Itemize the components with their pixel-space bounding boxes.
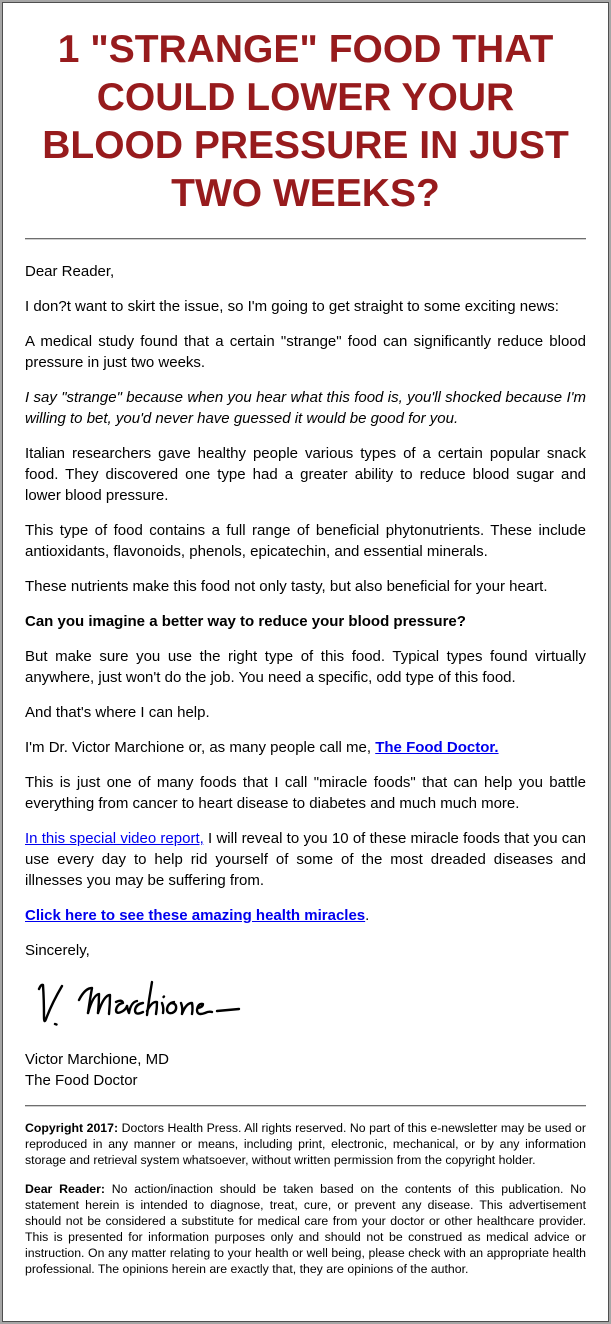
study-paragraph: A medical study found that a certain "strange" food can significantly reduce blood pressure in just two weeks. <box>25 333 586 371</box>
headline <box>33 26 578 218</box>
video-report-paragraph <box>25 828 586 891</box>
signature-image <box>31 975 246 1029</box>
signer-title: The Food Doctor <box>25 1072 138 1089</box>
food-doctor-link[interactable]: The Food Doctor. <box>375 739 499 756</box>
doctor-intro-text: I'm Dr. Victor Marchione or, as many people call me, <box>25 739 376 756</box>
researchers-paragraph: Italian researchers gave healthy people various types of a certain popular snack food. They discovered one type had a greater ability to reduce blood sugar and lower blood pressure. <box>25 445 586 504</box>
headline-divider <box>25 238 586 240</box>
video-report-text: I will reveal to you 10 of these miracle foods that you can use every day to help rid yourself of some of the most dreaded diseases and illnesses you may be suffering from. <box>25 830 586 889</box>
salutation: Dear Reader, <box>25 263 115 280</box>
help-paragraph: And that's where I can help. <box>25 704 210 721</box>
closing: Sincerely, <box>25 942 90 959</box>
headline-line-4: TWO WEEKS? <box>171 172 440 215</box>
question-heading: Can you imagine a better way to reduce your blood pressure? <box>25 613 466 630</box>
footer-divider <box>25 1105 586 1107</box>
right-type-paragraph: But make sure you use the right type of this food. Typical types found virtually anywhere, just won't do the job. You need a specific, odd type of this food. <box>25 648 586 686</box>
strange-note-paragraph: I say "strange" because when you hear what this food is, you'll shocked because I'm willing to bet, you'd never have guessed it would be good for you. <box>25 389 586 427</box>
headline-line-1: 1 "STRANGE" FOOD THAT <box>57 28 554 71</box>
phytonutrients-paragraph: This type of food contains a full range of beneficial phytonutrients. These include antioxidants, flavonoids, phenols, epicatechin, and essential minerals. <box>25 522 586 560</box>
cta-period: . <box>365 907 370 924</box>
copyright-text: Doctors Health Press. All rights reserved. No part of this e-newsletter may be used or reproduced in any manner or means, including print, electronic, mechanical, or by any information storage and retrieval system whatsoever, without written permission from the copyright holder. <box>25 1121 586 1167</box>
signer-block <box>25 1049 586 1091</box>
copyright-label: Copyright 2017: <box>25 1121 119 1135</box>
headline-line-3: BLOOD PRESSURE IN JUST <box>42 124 569 167</box>
copyright-paragraph <box>25 1120 586 1168</box>
video-report-link[interactable]: In this special video report, <box>25 830 204 847</box>
intro-paragraph: I don?t want to skirt the issue, so I'm going to get straight to some exciting news: <box>25 298 559 315</box>
disclaimer-text: No action/inaction should be taken based on the contents of this publication. No statement herein is intended to diagnose, treat, cure, or prevent any disease. This advertisement should not be considered a substitute for medical care from your doctor or other healthcare provider. This is presented for information purposes only and should not be construed as medical advice or instruction. On any matter relating to your health or well being, please check with an appropriate health professional. The opinions herein are exactly that, they are opinions of the author. <box>25 1182 586 1276</box>
headline-line-2: COULD LOWER YOUR <box>96 76 515 119</box>
miracle-foods-paragraph: This is just one of many foods that I call "miracle foods" that can help you battle everything from cancer to heart disease to diabetes and much much more. <box>25 774 586 812</box>
disclaimer-label: Dear Reader: <box>25 1182 105 1196</box>
signature-block <box>31 975 586 1035</box>
footer <box>25 1120 586 1277</box>
cta-paragraph <box>25 905 586 926</box>
cta-link[interactable]: Click here to see these amazing health miracles <box>25 907 366 924</box>
signer-name: Victor Marchione, MD <box>25 1051 169 1068</box>
doctor-intro-paragraph <box>25 737 586 758</box>
heart-paragraph: These nutrients make this food not only tasty, but also beneficial for your heart. <box>25 578 548 595</box>
letter-body <box>25 261 586 1091</box>
disclaimer-paragraph <box>25 1181 586 1277</box>
